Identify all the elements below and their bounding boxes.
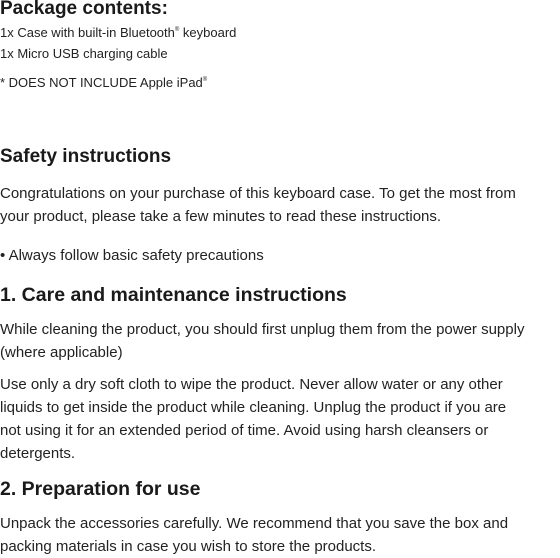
ipad-note-text: * DOES NOT INCLUDE Apple iPad [0, 75, 203, 90]
safety-intro-line: Congratulations on your purchase of this keyboard case. To get the most from [0, 185, 516, 202]
safety-instructions-heading: Safety instructions [0, 146, 172, 167]
care-unplug-paragraph [0, 318, 560, 364]
safety-precautions-bullet: • Always follow basic safety precautions [0, 247, 264, 264]
package-item-keyboard-case [0, 23, 236, 43]
care-cleaning-line: Use only a dry soft cloth to wipe the product. Never allow water or any other [0, 376, 503, 393]
care-cleaning-line: liquids to get inside the product while cleaning. Unplug the product if you are [0, 399, 507, 416]
care-cleaning-line: detergents. [0, 445, 76, 462]
package-item-usb-cable: 1x Micro USB charging cable [0, 46, 168, 61]
ipad-not-included-note [0, 73, 207, 93]
care-maintenance-heading: 1. Care and maintenance instructions [0, 284, 347, 306]
registered-mark: ® [174, 27, 180, 33]
preparation-heading: 2. Preparation for use [0, 478, 201, 500]
care-cleaning-paragraph [0, 373, 560, 465]
preparation-paragraph [0, 512, 560, 558]
preparation-line: packing materials in case you wish to store the products. [0, 538, 377, 555]
preparation-line: Unpack the accessories carefully. We recommend that you save the box and [0, 515, 509, 532]
safety-intro-line: your product, please take a few minutes to read these instructions. [0, 208, 442, 225]
care-cleaning-line: not using it for an extended period of time. Avoid using harsh cleansers or [0, 422, 489, 439]
package-contents-heading: Package contents: [0, 0, 168, 19]
care-unplug-line: While cleaning the product, you should first unplug them from the power supply [0, 321, 525, 338]
package-item-keyboard-suffix: keyboard [179, 25, 237, 40]
care-unplug-line: (where applicable) [0, 344, 123, 361]
package-item-keyboard-text: 1x Case with built-in Bluetooth [0, 25, 175, 40]
registered-mark: ® [202, 77, 208, 83]
safety-intro-paragraph [0, 182, 560, 228]
